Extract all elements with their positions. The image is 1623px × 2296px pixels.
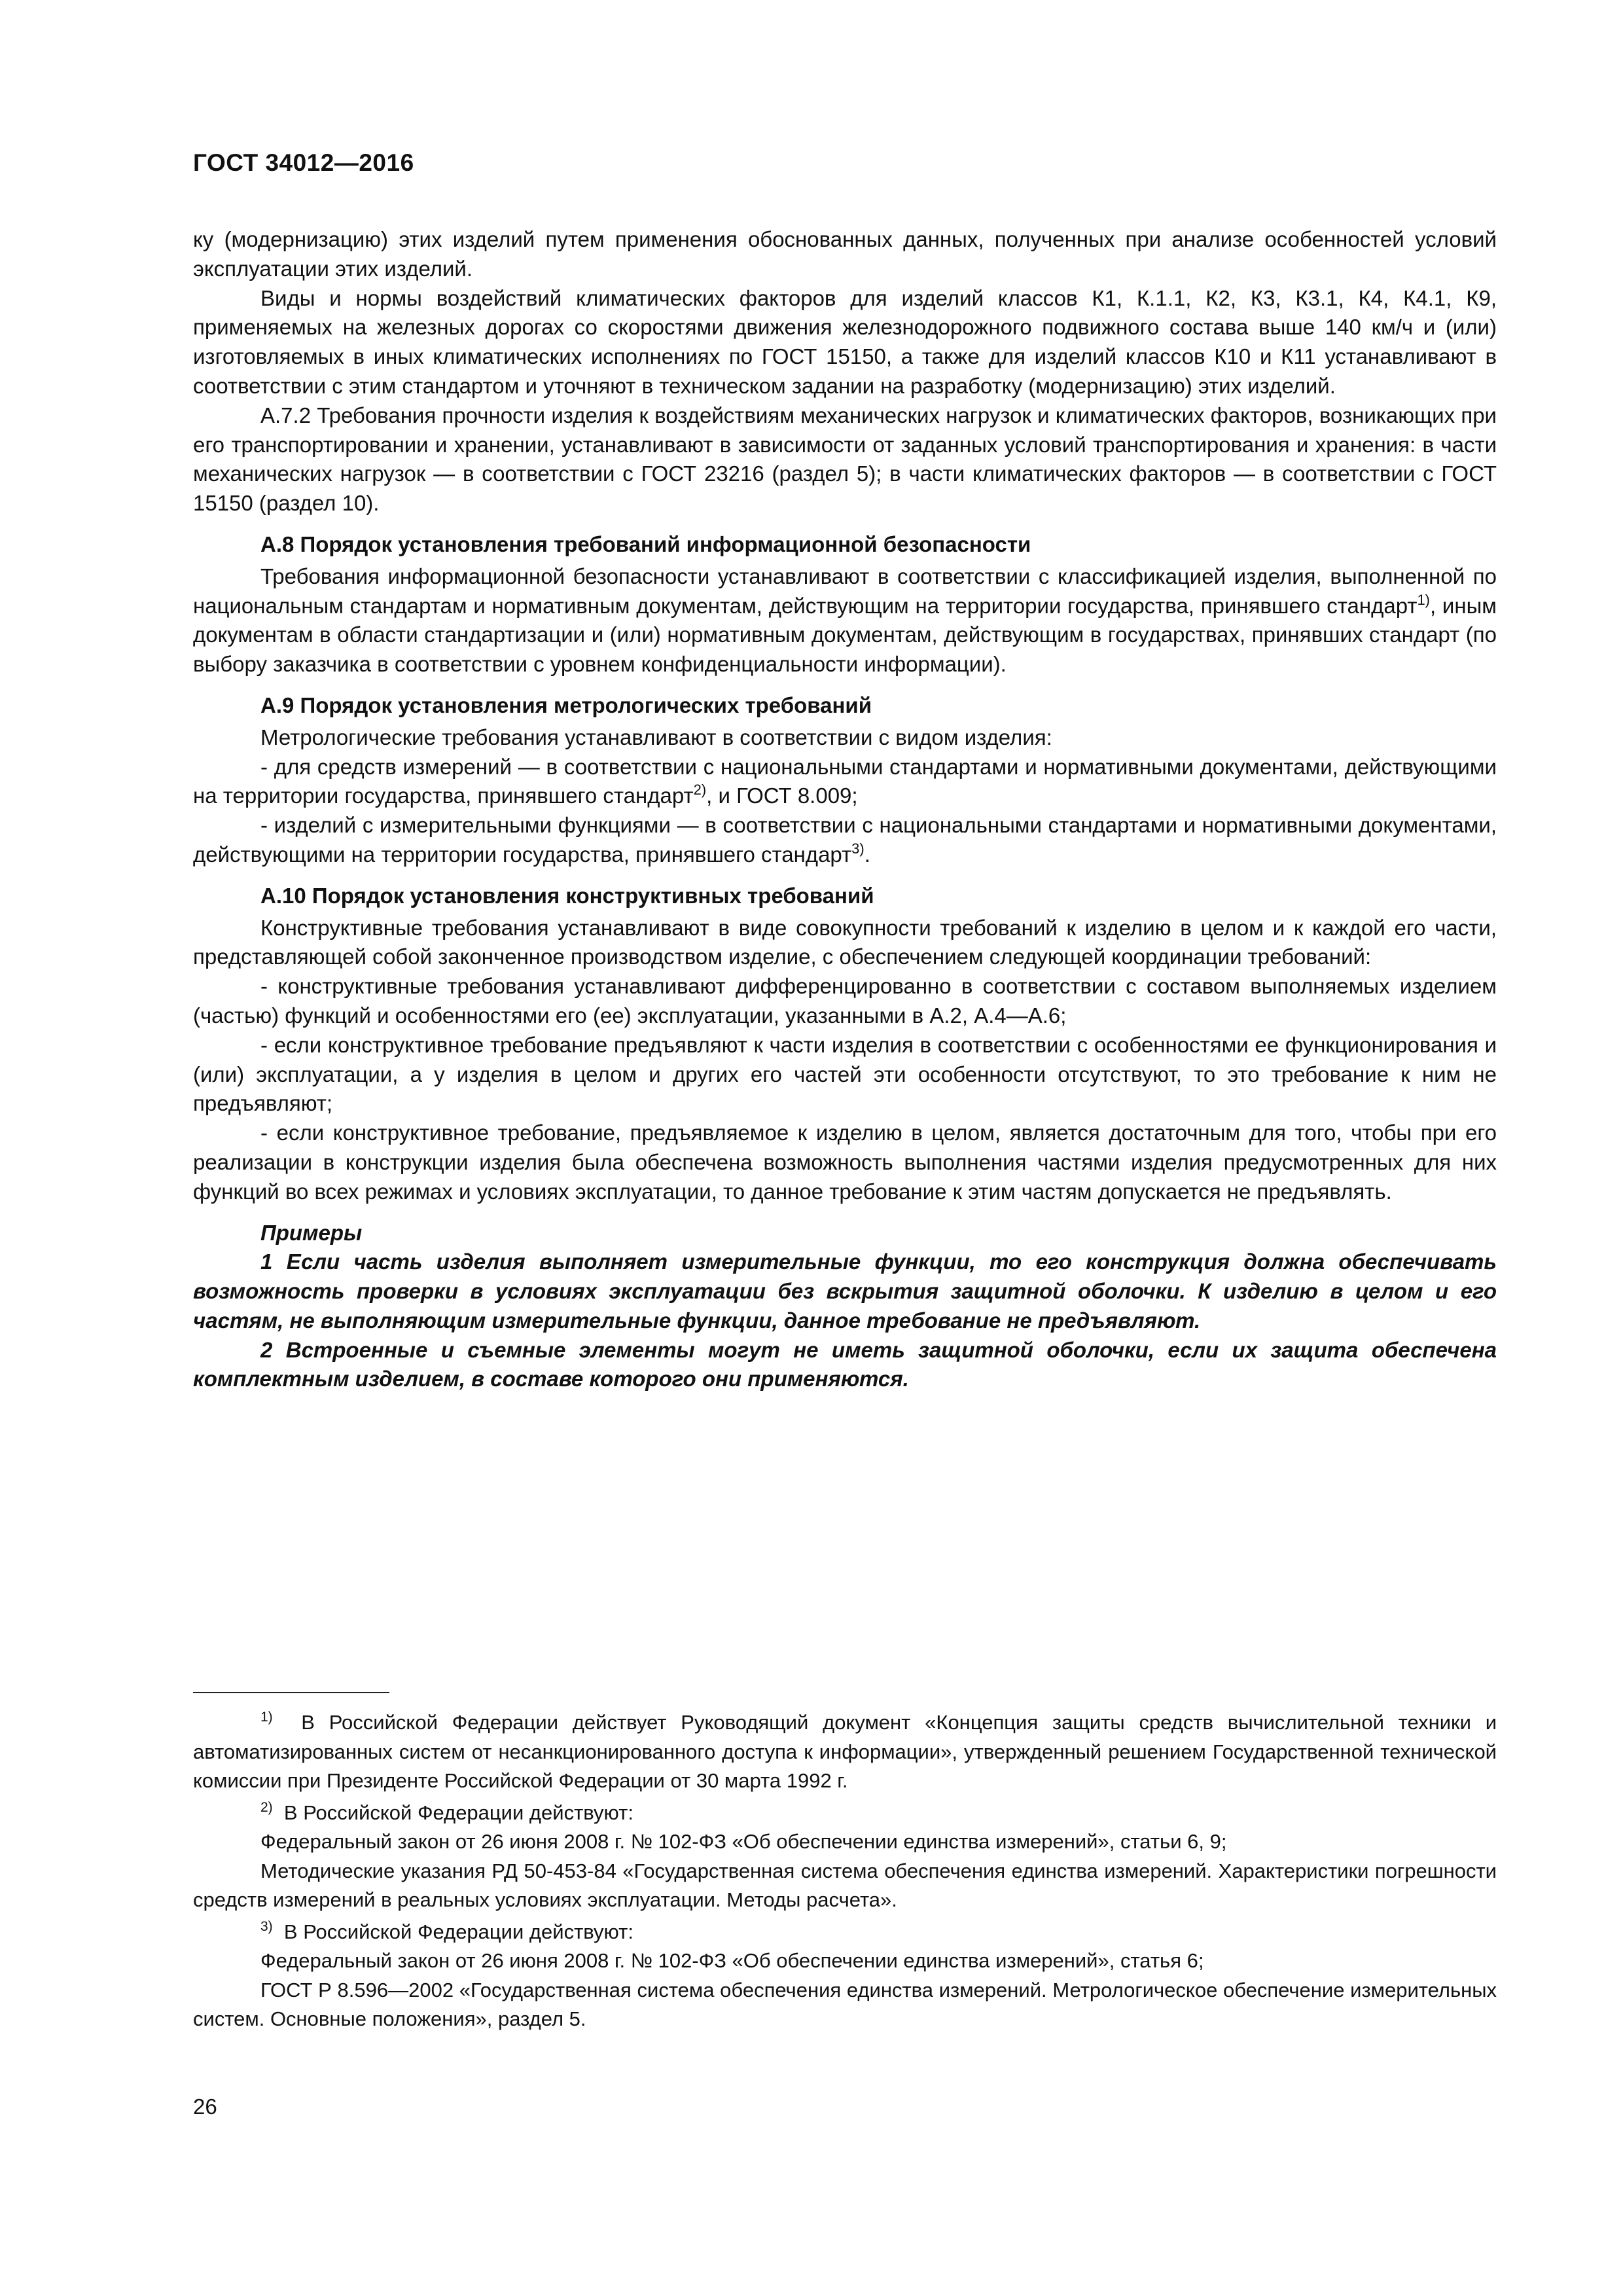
footnote-2-line-2: Методические указания РД 50-453-84 «Государственная система обеспечения единства измерений. Характеристики погрешности средств измерений в реальных условиях эксплуатации. Методы расчета». — [193, 1859, 1497, 1911]
list-item-a9-2: - изделий с измерительными функциями — в соответствии с национальными стандартами и нормативными документами, действующими на территории государства, принявшего стандарт$^{3)}$. — [193, 813, 1497, 867]
paragraph-climate: Виды и нормы воздействий климатических факторов для изделий классов К1, К.1.1, К2, К3, К3.1, К4, К4.1, К9, применяемых на железных дорогах со скоростями движения железнодорожного подвижного состава выше 140 км/ч и (или) изготовляемых в иных климатических исполнениях по ГОСТ 15150, а также для изделий классов К10 и К11 устанавливают в соответствии с этим стандартом и уточняют в техническом задании на разработку (модернизацию) этих изделий. — [193, 285, 1497, 398]
footnote-mark-3: 3) — [260, 1918, 273, 1934]
paragraph-a8: Требования информационной безопасности устанавливают в соответствии с классификацией изделия, выполненной по национальным стандартам и нормативным документам, действующим на территории государства, принявшего стандарт$^{1)}$, иным документам в области стандартизации и (или) нормативным документам, действующим в государствах, принявших стандарт (по выбору заказчика в соответствии с уровнем конфиденциальности информации). — [193, 564, 1497, 677]
footnote-3-line-1: Федеральный закон от 26 июня 2008 г. № 102-ФЗ «Об обеспечении единства измерений», статья 6; — [260, 1949, 1204, 1972]
footnote-1: $^{1)}$ В Российской Федерации действует Руководящий документ «Концепция защиты средств вычислительной техники и автоматизированных систем от несанкционированного доступа к информации», утвержденный решением Государственной технической комиссии при Президенте Российской Федерации от 30 марта 1992 г. — [193, 1710, 1497, 1792]
paragraph-a9-intro: Метрологические требования устанавливают в соответствии с видом изделия: — [260, 725, 1052, 749]
section-title-a9: А.9 Порядок установления метрологических требований — [260, 692, 872, 717]
footnote-ref-2: 2) — [693, 781, 707, 798]
footnotes — [193, 1708, 1497, 2034]
examples-title: Примеры — [260, 1220, 363, 1245]
page-number: 26 — [193, 2094, 217, 2119]
footnote-3: $^{3)}$ В Российской Федерации действуют: — [260, 1918, 633, 1943]
paragraph-a10-intro: Конструктивные требования устанавливают в виде совокупности требований к изделию в целом и к каждой его части, представляющей собой законченное производством изделие, с обеспечением следующей координации требований: — [193, 915, 1497, 969]
footnote-ref-3: 3) — [851, 840, 865, 857]
paragraph-continuation: ку (модернизацию) этих изделий путем применения обоснованных данных, полученных при анализе особенностей условий эксплуатации этих изделий. — [193, 227, 1497, 281]
section-title-a8: А.8 Порядок установления требований информационной безопасности — [260, 531, 1031, 556]
footnote-2: $^{2)}$ В Российской Федерации действуют: — [260, 1799, 633, 1824]
example-2: 2 Встроенные и съемные элементы могут не иметь защитной оболочки, если их защита обеспечена комплектным изделием, в составе которого они применяются. — [193, 1337, 1497, 1391]
example-1: 1 Если часть изделия выполняет измерительные функции, то его конструкция должна обеспечивать возможность проверки в условиях эксплуатации без вскрытия защитной оболочки. К изделию в целом и его частям, не выполняющим измерительные функции, данное требование не предъявляют. — [193, 1249, 1497, 1333]
footnote-mark-2: 2) — [260, 1799, 273, 1815]
footnote-mark-1: 1) — [260, 1710, 273, 1725]
list-item-a10-2: - если конструктивное требование предъявляют к части изделия в соответствии с особенностями ее функционирования и (или) эксплуатации, а у изделия в целом и других его частей эти особенности отсутствуют, то это требование к ним не предъявляют; — [193, 1032, 1497, 1116]
document-body — [193, 225, 1497, 1394]
section-title-a10: А.10 Порядок установления конструктивных требований — [260, 883, 874, 908]
footnote-3-line-2: ГОСТ Р 8.596—2002 «Государственная система обеспечения единства измерений. Метрологическое обеспечение измерительных систем. Основные положения», раздел 5. — [193, 1978, 1497, 2030]
list-item-a10-3: - если конструктивное требование, предъявляемое к изделию в целом, является достаточным для того, чтобы при его реализации в конструкции изделия была обеспечена возможность выполнения частями изделия предусмотренных для них функций во всех режимах и условиях эксплуатации, то данное требование к этим частям допускается не предъявлять. — [193, 1121, 1497, 1204]
footnote-separator — [193, 1692, 389, 1693]
footnote-ref-1: 1) — [1417, 591, 1430, 608]
footnote-2-line-1: Федеральный закон от 26 июня 2008 г. № 102-ФЗ «Об обеспечении единства измерений», статьи 6, 9; — [260, 1830, 1227, 1853]
list-item-a10-1: - конструктивные требования устанавливают дифференцированно в соответствии с составом выполняемых изделием (частью) функций и особенностями его (ее) эксплуатации, указанными в А.2, А.4—А.6; — [193, 974, 1497, 1028]
document-header: ГОСТ 34012—2016 — [193, 149, 414, 176]
list-item-a9-1: - для средств измерений — в соответствии с национальными стандартами и нормативными документами, действующими на территории государства, принявшего стандарт$^{2)}$, и ГОСТ 8.009; — [193, 754, 1497, 808]
paragraph-a7-2: А.7.2 Требования прочности изделия к воздействиям механических нагрузок и климатических факторов, возникающих при его транспортировании и хранении, устанавливают в зависимости от заданных условий транспортирования и хранения: в части механических нагрузок — в соответствии с ГОСТ 23216 (раздел 5); в части климатических факторов — в соответствии с ГОСТ 15150 (раздел 10). — [193, 403, 1497, 516]
